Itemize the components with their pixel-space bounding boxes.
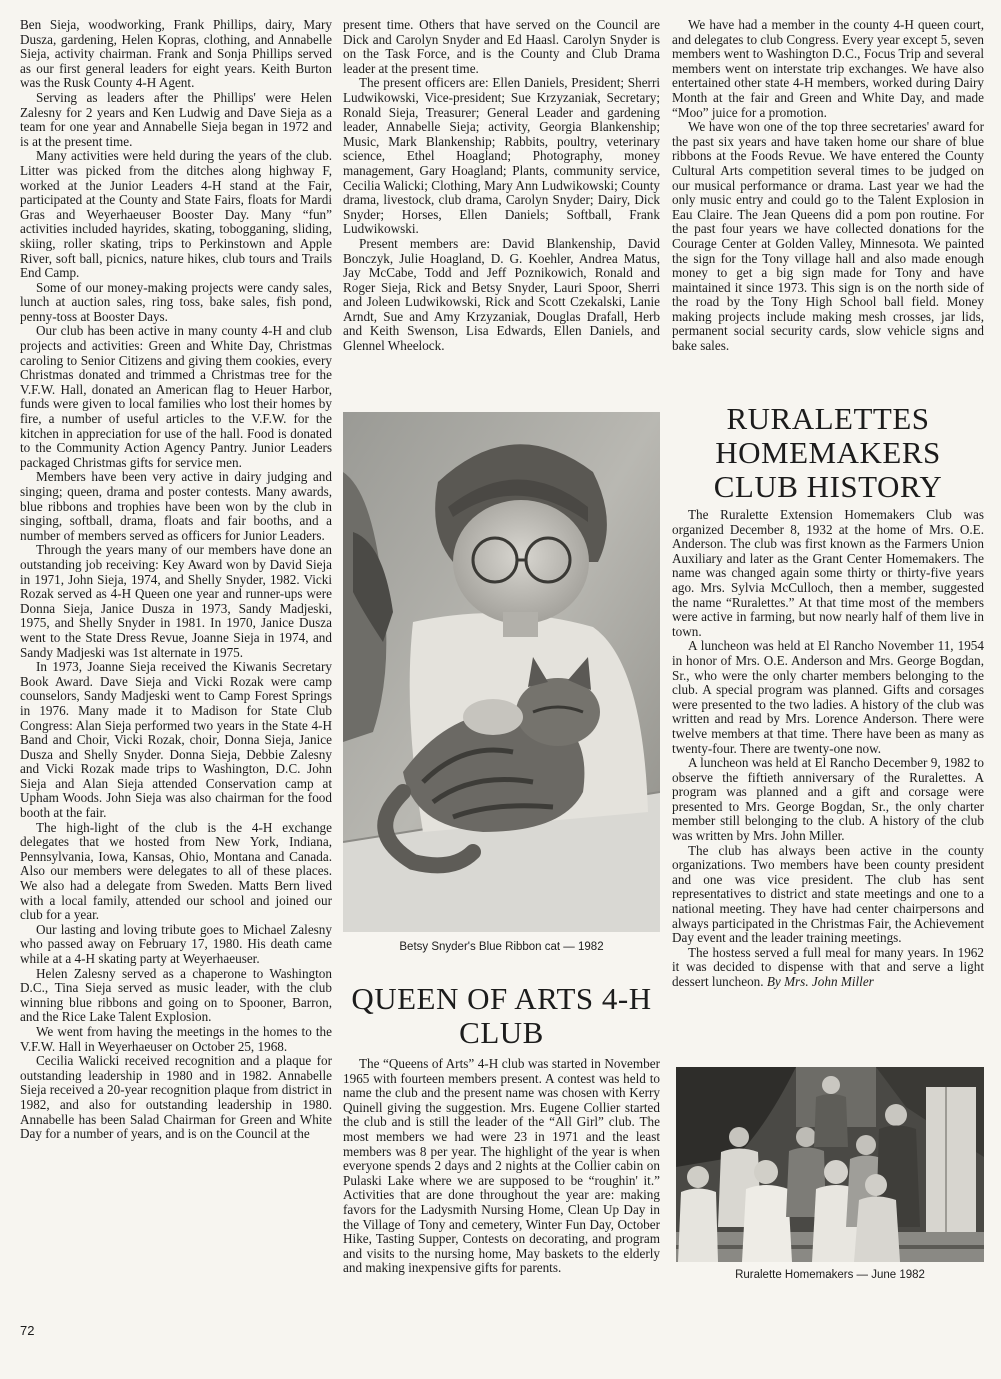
col3-paragraph: We have had a member in the county 4-H queen court, and delegates to club Congress. Every year except 5, seven members went to Washington D.C., Focus Trip and several members went on interstate trip exchanges. We have also entertained other state 4-H members, worked during Dairy Month at the fair and Green and White Day, and made “Moo” juice for a promotion.: [672, 17, 984, 120]
col3-paragraph: We have won one of the top three secretaries' award for the past six years and have taken home our share of blue ribbons at the Foods Revue. We have entered the County Cultural Arts competition several times to be judged on our musical performance or drama. Last year we had the only music entry and could go to the Talent Explosion in Eau Claire. The Jean Queens did a pom pon routine. For the past four years we have collected donations for the Courage Center at Golden Valley, Minnesota. We painted the sign for the Tony village hall and also made enough money to get a big sign made for Tony and have maintained it since 1973. This sign is on the north side of the road by the Tony High School ball field. Money making projects include making mesh crosses, jar lids, permanent social security cards, slow vehicle signs and bake sales.: [672, 119, 984, 354]
ruralettes-paragraph: [672, 946, 984, 990]
queen-of-arts-text: [343, 1057, 660, 1276]
cat-photo: [343, 412, 660, 932]
group-photo: [676, 1067, 984, 1262]
ruralettes-headline: RURALETTES HOMEMAKERS CLUB HISTORY: [713, 401, 943, 504]
cat-photo-caption: Betsy Snyder's Blue Ribbon cat — 1982: [399, 941, 604, 953]
ruralettes-paragraph: A luncheon was held at El Rancho December 9, 1982 to observe the fiftieth anniversary of the Ruralettes. A program was planned and a gift and corsage were presented to Mrs. George Bogdan, Sr., the only charter member still belonging to the club. A history of the club was written by Mrs. John Miller.: [672, 755, 984, 844]
col1-paragraph: Cecilia Walicki received recognition and a plaque for outstanding leadership in 1980 and in 1982. Annabelle Sieja received a 20-year recognition plaque from district in 1982, and also for outstanding leadership in 1980. Annabelle has been Salad Chairman for Green and White Day for a number of years, and is on the Council at the: [20, 1053, 332, 1142]
col1-paragraph: Ben Sieja, woodworking, Frank Phillips, dairy, Mary Dusza, gardening, Helen Kopras, clothing, and Annabelle Sieja, activity chairman. Frank and Sonja Phillips served as our first general leaders for eight years. Keith Burton was the Rusk County 4-H Agent.: [20, 17, 332, 91]
column-3-text: [672, 18, 984, 354]
ruralettes-paragraph: A luncheon was held at El Rancho November 11, 1954 in honor of Mrs. O.E. Anderson and Mrs. George Bogdan, Sr., who were the only charter members belonging to the club. A special program was planned. Gifts and corsages were presented to the two ladies. A history of the club was written and read by Mrs. Lorence Anderson. There were twelve members at that time. There have been as many as twenty-four. There are twenty-one now.: [672, 638, 984, 756]
col1-paragraph: Our lasting and loving tribute goes to Michael Zalesny who passed away on February 17, 1980. His death came while at a 4-H skating party at Weyerhaeuser.: [20, 921, 332, 966]
col1-paragraph: Helen Zalesny served as a chaperone to Washington D.C., Tina Sieja served as music leader, with the club winning blue ribbons and going on to Spooner, Barron, and the Rice Lake Talent Explosion.: [20, 965, 332, 1025]
col1-paragraph: The high-light of the club is the 4-H exchange delegates that we hosted from New York, Indiana, Pennsylvania, Iowa, Kansas, Ohio, Montana and Canada. Also our members were delegates to all of these places. We also had a delegate from Sweden. Matts Bern lived with a local family, attended our school and joined our club for a year.: [20, 819, 332, 923]
ruralettes-paragraph: The club has always been active in the county organizations. Two members have been county president and one was vice president. The club has sent representatives to district and state meetings and one to a national meeting. They have had center chairpersons and always participated in the Christmas Fair, the Achievement Day event and the leader training meetings.: [672, 842, 984, 946]
queen-of-arts-headline: QUEEN OF ARTS 4-H CLUB: [351, 981, 652, 1050]
col1-paragraph: Some of our money-making projects were candy sales, lunch at auction sales, ring toss, bake sales, fish pond, penny-toss at Booster Days.: [20, 279, 332, 324]
group-photo-caption: Ruralette Homemakers — June 1982: [735, 1269, 925, 1281]
page-number: 72: [20, 1323, 35, 1338]
col1-paragraph: Our club has been active in many county 4-H and club projects and activities: Green and White Day, Christmas caroling to Senior Citizens and giving them cookies, every Christmas donated and trimmed a Christmas tree for the V.F.W. Hall, donated an American flag to Heuer Harbor, funds were given to local families who lost their homes by fire, a number of useful articles to the V.F.W. for the kitchen in appreciation for use of the hall. Food is donated to the Community Action Agency Pantry. Junior Leaders packaged Christmas gifts for service men.: [20, 323, 332, 470]
col1-paragraph: Many activities were held during the years of the club. Litter was picked from the ditches along highway F, worked at the Junior Leaders 4-H stand at the Fair, participated at the County and State Fairs, floats for Mardi Gras and Weyerhaeuser Booster Day. Many “fun” activities included hayrides, skating, tobogganing, sliding, skiing, roller skating, trips to Perkinstown and Apple River, soft ball, picnics, nature hikes, club tours and Trails End Camp.: [20, 148, 332, 281]
col2-paragraph: present time. Others that have served on the Council are Dick and Carolyn Snyder and Ed Haasl. Carolyn Snyder is on the Task Force, and is the County and Club Drama leader at the present time.: [343, 17, 660, 76]
queen-paragraph: The “Queens of Arts” 4-H club was started in November 1965 with fourteen members present. A contest was held to name the club and the present name was chosen with Kerry Quinell giving the suggestion. Mrs. Eugene Collier started the club and is still the leader of the “All Girl” club. The most members we had were 23 in 1971 and the least members was 8 per year. The highlight of the year is when everyone spends 2 days and 2 nights at the Collier cabin on Pulaski Lake where we are supposed to be “roughin' it.” Activities that are done throughout the year are: making favors for the Ladysmith Nursing Home, Clean Up Day in the Village of Tony and cemetery, Winter Fun Day, October Hike, Tasting Supper, Contests on decorating, and program and visits to the nursing home, May baskets to the elderly and making inexpensive gifts for parents.: [343, 1056, 660, 1276]
col2-paragraph: Present members are: David Blankenship, David Bonczyk, Julie Hoagland, D. G. Koehler, Andrea Matus, Jay McCabe, Todd and Jeff Poznikowich, Ronald and Roger Sieja, Rick and Betsy Snyder, Lauri Spoor, Sherri and Joleen Ludwikowski, Rick and Scott Czekalski, Lanie Arndt, Sue and Amy Krzyzaniak, Douglas Drafall, Herb and Keith Swenson, Lisa Edwards, Ellen Daniels, and Glennel Wheelock.: [343, 235, 660, 354]
column-1: [20, 18, 332, 1142]
col1-paragraph: In 1973, Joanne Sieja received the Kiwanis Secretary Book Award. Dave Sieja and Vicki Rozak were camp counselors, Sandy Madjeski went to Camp Forest Springs in 1976. Many made it to Madison for State Club Congress: Alan Sieja performed two years in the State 4-H Band and Choir, Vicki Rozak, choir, Donna Sieja, Janice Dusza and Shelly Snyder. Donna Sieja, Debbie Zalesny and Vicki Rozak made trips to Washington, D.C. John Sieja and Alan Sieja attended Conservation camp at Upham Woods. John Sieja was also chairman for the food booth at the fair.: [20, 659, 332, 821]
ruralettes-last-text: The hostess served a full meal for many years. In 1962 it was decided to dispense with that and serve a light dessert luncheon.: [672, 944, 984, 989]
ruralettes-text: [672, 508, 984, 990]
col1-paragraph: Through the years many of our members have done an outstanding job receiving: Key Award won by David Sieja in 1971, John Sieja, 1974, and Shelly Snyder, 1982. Vicki Rozak served as 4-H Queen one year and runner-ups were Donna Sieja, Janice Dusza in 1973, Sandy Madjeski, 1975, and Shelly Snyder in 1981. In 1970, Janice Dusza went to the State Dress Revue, Joanne Sieja in 1974, and Sandy Madjeski was 1st alternate in 1975.: [20, 542, 332, 660]
col2-paragraph: The present officers are: Ellen Daniels, President; Sherri Ludwikowski, Vice-president; Sue Krzyzaniak, Secretary; Ronald Sieja, Treasurer; General Leader and gardening leader, Annabelle Sieja; activity, Georgia Blankenship; Music, Mark Blankenship; Rabbits, poultry, veterinary science, Ethel Hoagland; Photography, money management, Gary Hoagland; Plants, community service, Cecilia Walicki; Clothing, Mary Ann Ludwikowski; County drama, livestock, club drama, Carolyn Snyder; Dairy, Dick Snyder; Horses, Ellen Daniels; Softball, Frank Ludwikowski.: [343, 75, 660, 237]
col1-paragraph: Members have been very active in dairy judging and singing; queen, drama and poster contests. Many awards, blue ribbons and trophies have been won by the club in singing, softball, drama, floats and fair booths, and a number of members served as officers for Junior Leaders.: [20, 469, 332, 543]
ruralettes-paragraph: The Ruralette Extension Homemakers Club was organized December 8, 1932 at the home of Mrs. O.E. Anderson. The club was first known as the Farmers Union Auxiliary and later as the Grant Center Homemakers. The name was changed again some thirty or thirty-five years ago. Mrs. Sylvia McCulloch, then a member, suggested the name “Ruralettes.” At that time most of the members were active in farming, but now nearly half of them live in town.: [672, 507, 984, 639]
column-2-text: [343, 18, 660, 354]
col1-paragraph: Serving as leaders after the Phillips' were Helen Zalesny for 2 years and Ken Ludwig and Dave Sieja as a team for one year and Annabelle Sieja began in 1972 and is at the present time.: [20, 89, 332, 149]
author-signature: By Mrs. John Miller: [766, 974, 874, 989]
col1-paragraph: We went from having the meetings in the homes to the V.F.W. Hall in Weyerhaeuser on October 25, 1968.: [20, 1023, 332, 1054]
